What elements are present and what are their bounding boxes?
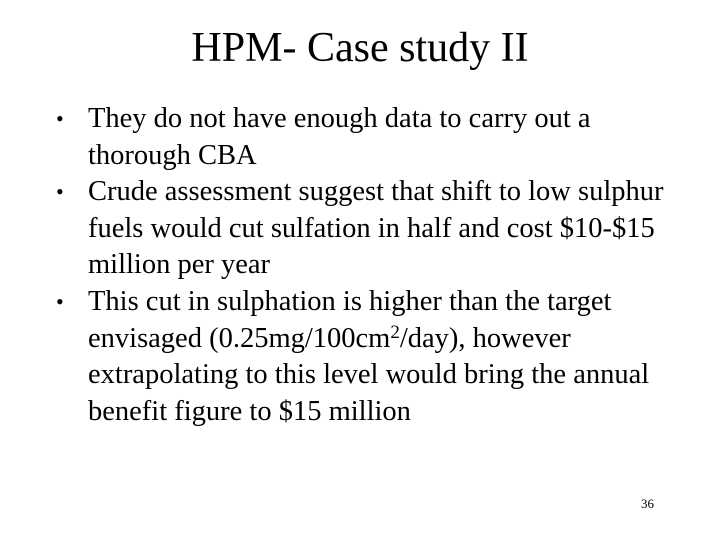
bullet-item	[56, 101, 676, 174]
bullet-text: They do not have enough data to carry out a thorough CBA	[88, 103, 591, 171]
bullet-text-part: This cut in sulphation is higher than the target envisaged (0.25mg/100cm	[88, 285, 612, 354]
bullet-icon: •	[56, 106, 64, 131]
bullet-text	[88, 286, 649, 427]
page-number: 36	[641, 496, 654, 511]
slide-title: HPM- Case study II	[191, 25, 529, 71]
superscript: 2	[390, 321, 400, 343]
bullet-text-part: /day), however extrapolating to this level would bring the annual benefit figure to $15 million	[88, 322, 650, 427]
bullet-icon: •	[56, 179, 64, 205]
bullet-item	[56, 284, 676, 430]
bullet-text: Crude assessment suggest that shift to low sulphur fuels would cut sulfation in half and cost $10-$15 million per year	[88, 176, 664, 281]
bullet-list	[56, 101, 676, 430]
bullet-icon: •	[56, 288, 64, 314]
bullet-item	[56, 174, 676, 284]
